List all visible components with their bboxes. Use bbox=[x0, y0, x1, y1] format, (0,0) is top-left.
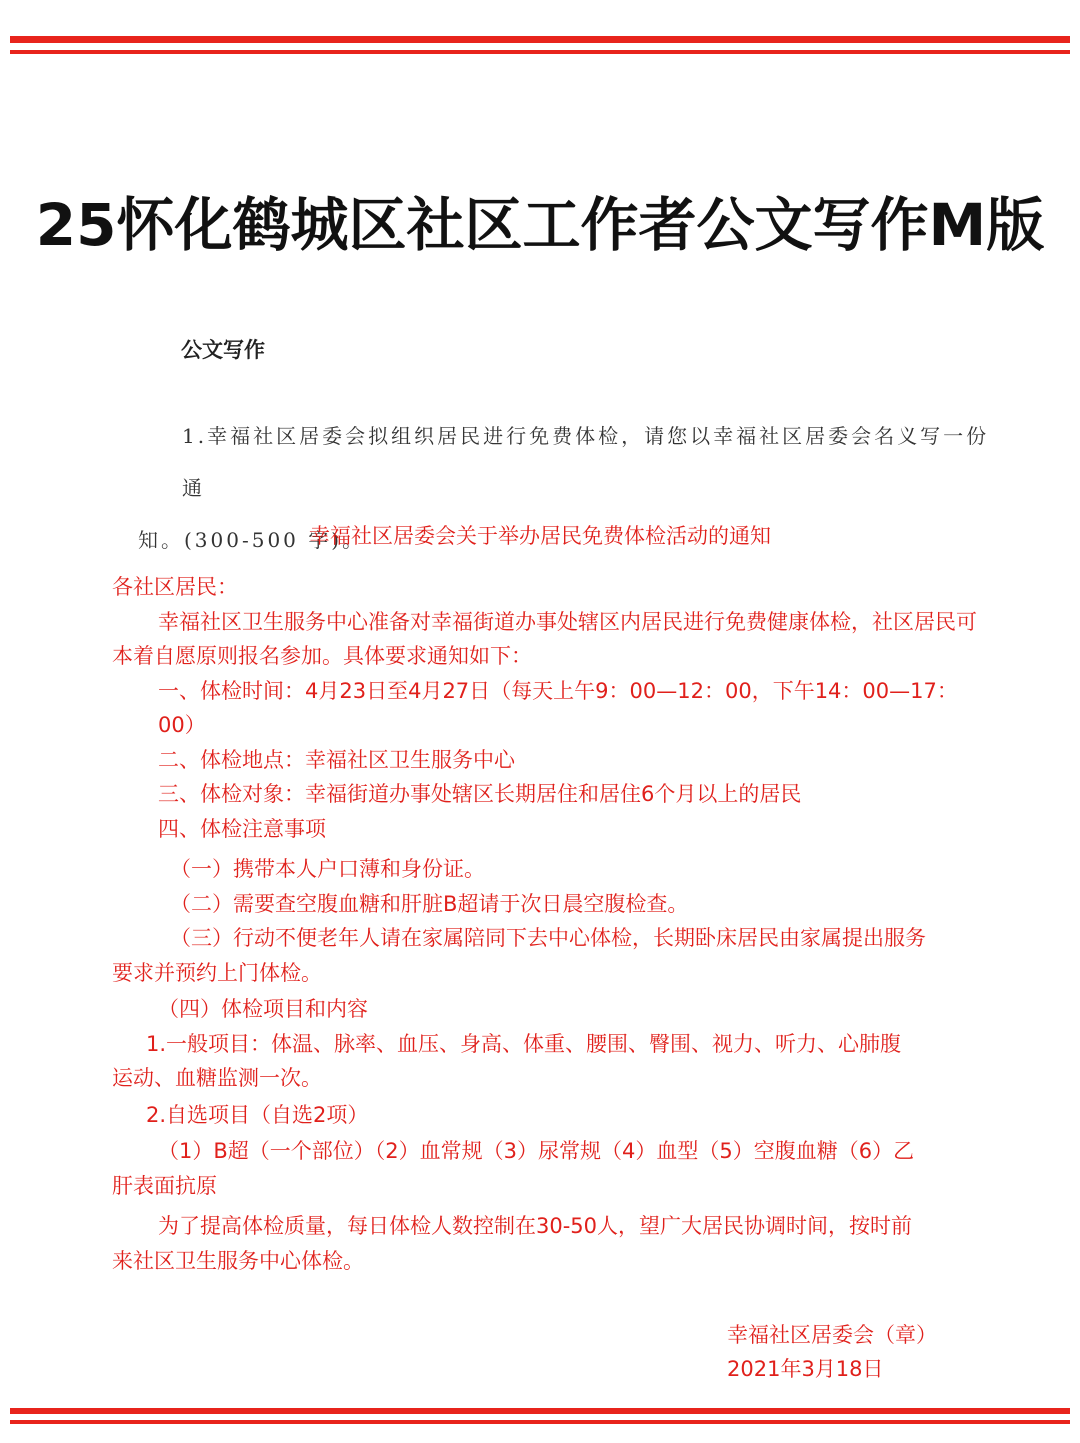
notice-optional-list-a: （1）B超（一个部位）（2）血常规（3）尿常规（4）血型（5）空腹血糖（6）乙 bbox=[158, 1139, 915, 1163]
bottom-red-bar-thin bbox=[10, 1420, 1070, 1424]
notice-signer: 幸福社区居委会（章） bbox=[727, 1323, 937, 1347]
notice-general-b: 运动、血糖监测一次。 bbox=[112, 1066, 322, 1090]
notice-item-notes: 四、体检注意事项 bbox=[158, 816, 326, 841]
notice-date: 2021年3月18日 bbox=[727, 1357, 884, 1381]
notice-sub-2: （二）需要查空腹血糖和肝脏B超请于次日晨空腹检查。 bbox=[170, 891, 689, 916]
bottom-red-bar bbox=[10, 1408, 1070, 1414]
notice-signature bbox=[727, 1318, 937, 1386]
notice-intro: 幸福社区卫生服务中心准备对幸福街道办事处辖区内居民进行免费健康体检，社区居民可本着自愿原则报名参加。具体要求通知如下： bbox=[112, 609, 977, 668]
top-red-bar bbox=[10, 36, 1070, 43]
notice-item-place: 二、体检地点：幸福社区卫生服务中心 bbox=[158, 747, 515, 772]
notice-item-target: 三、体检对象：幸福街道办事处辖区长期居住和居住6个月以上的居民 bbox=[158, 782, 802, 806]
section-heading: 公文写作 bbox=[181, 338, 265, 362]
notice-sub-3b: 要求并预约上门体检。 bbox=[112, 960, 322, 985]
notice-greeting: 各社区居民： bbox=[112, 575, 238, 599]
notice-title: 幸福社区居委会关于举办居民免费体检活动的通知 bbox=[309, 524, 771, 548]
notice-closing-b: 来社区卫生服务中心体检。 bbox=[112, 1248, 364, 1273]
notice-body bbox=[112, 570, 992, 1278]
notice-sub-3a: （三）行动不便老年人请在家属陪同下去中心体检，长期卧床居民由家属提出服务 bbox=[170, 926, 926, 950]
question-line-2: 知。(300-500 字)。 bbox=[138, 528, 366, 552]
top-red-bar-thin bbox=[10, 50, 1070, 54]
notice-item-time: 一、体检时间：4月23日至4月27日（每天上午9：00—12：00，下午14：00—17：00） bbox=[158, 678, 958, 737]
notice-closing-a: 为了提高体检质量，每日体检人数控制在30-50人，望广大居民协调时间，按时前 bbox=[158, 1214, 913, 1238]
notice-sub-4: （四）体检项目和内容 bbox=[158, 997, 368, 1021]
question-line-1: 1.幸福社区居委会拟组织居民进行免费体检，请您以幸福社区居委会名义写一份通 bbox=[182, 424, 990, 500]
notice-optional: 2.自选项目（自选2项） bbox=[146, 1102, 369, 1127]
notice-general-a: 1.一般项目：体温、脉率、血压、身高、体重、腰围、臀围、视力、听力、心肺腹 bbox=[146, 1031, 902, 1056]
notice-optional-list-b: 肝表面抗原 bbox=[112, 1173, 217, 1198]
page-title: 25怀化鹤城区社区工作者公文写作M版 bbox=[35, 191, 1045, 259]
notice-sub-1: （一）携带本人户口薄和身份证。 bbox=[170, 857, 485, 881]
